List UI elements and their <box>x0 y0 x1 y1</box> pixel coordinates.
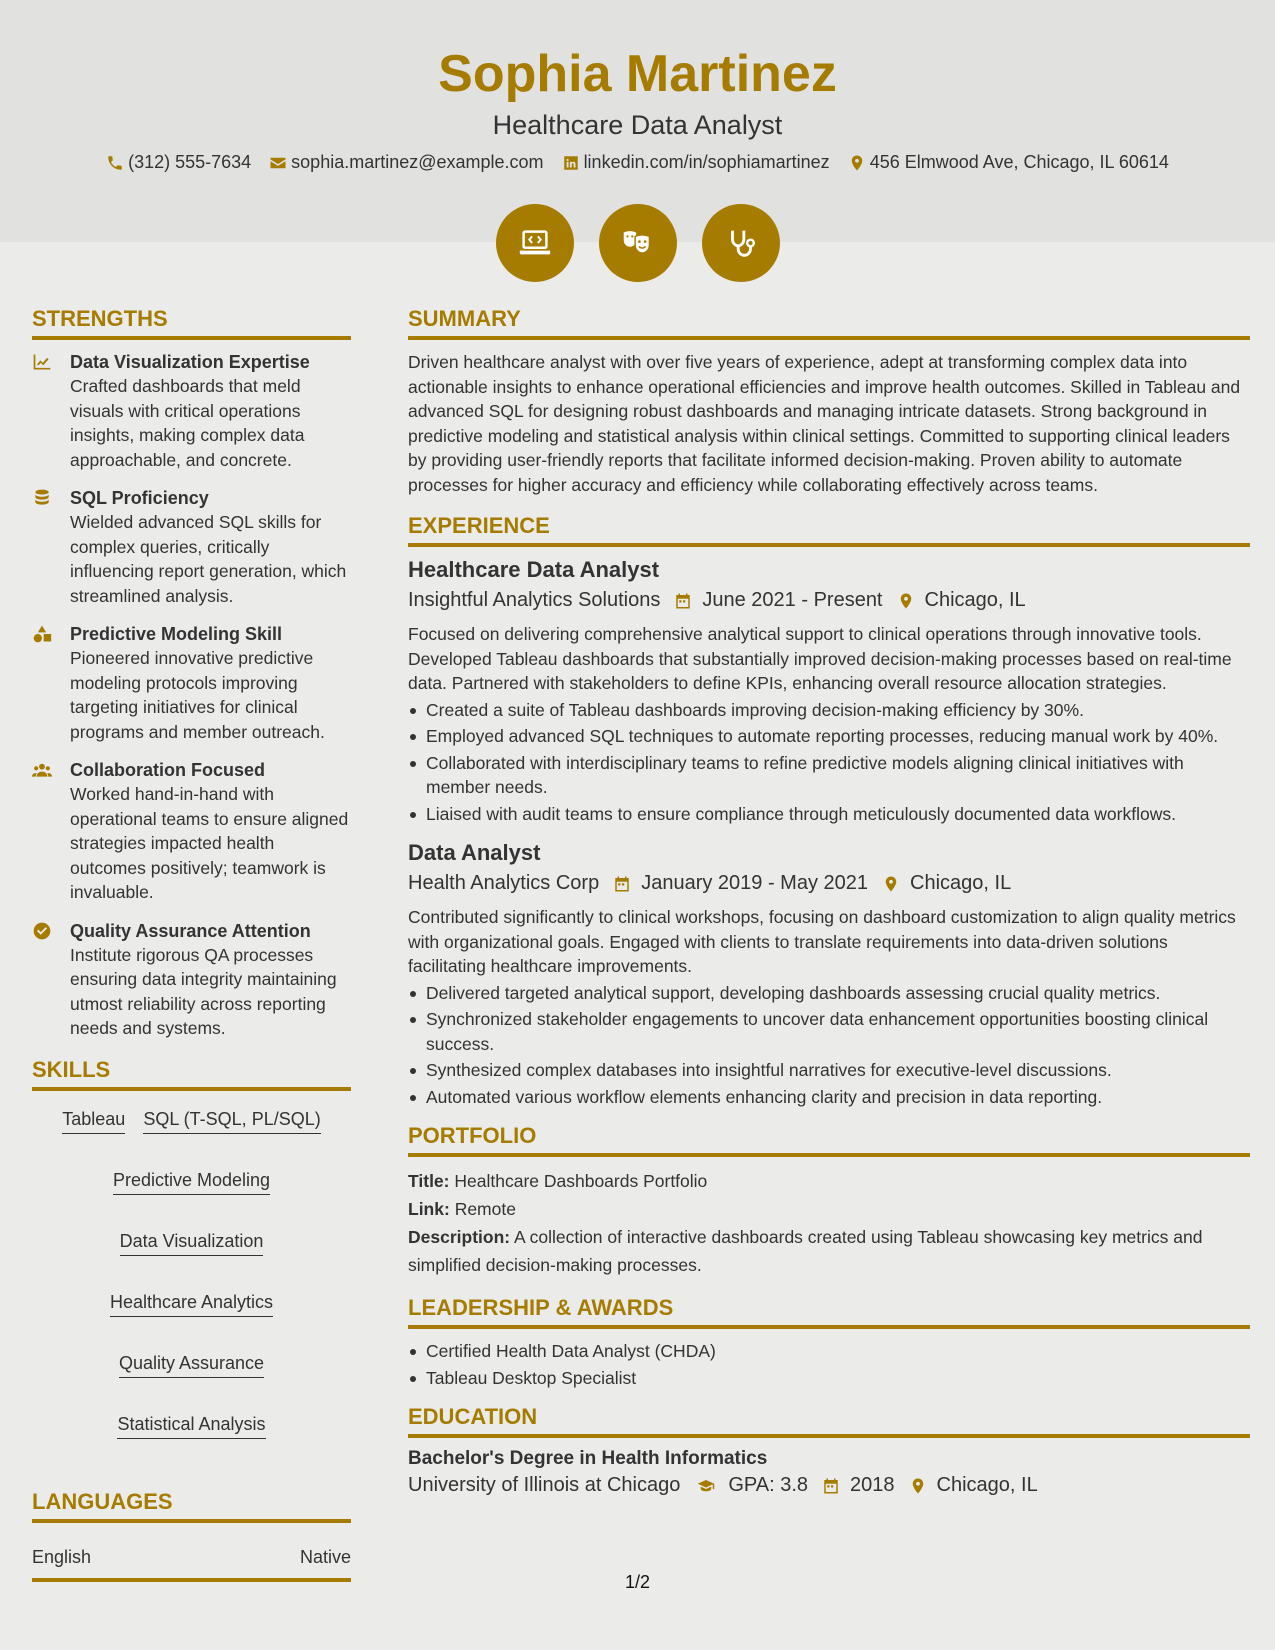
strength-body <box>70 919 351 1041</box>
strength-title: Collaboration Focused <box>70 760 266 780</box>
skill-tag: Healthcare Analytics <box>110 1292 273 1317</box>
phone-text: (312) 555-7634 <box>128 152 252 172</box>
job-bullets <box>408 981 1250 1110</box>
job-entry <box>408 840 1250 1109</box>
strength-text: Wielded advanced SQL skills for complex queries, critically influencing report generation, which streamlined analysis. <box>70 512 347 606</box>
contact-address <box>848 152 1169 173</box>
linkedin-icon <box>562 154 580 172</box>
job-role: Healthcare Data Analyst <box>408 557 660 582</box>
strength-item <box>32 486 351 608</box>
shapes-icon <box>32 622 58 744</box>
location-pin-icon <box>897 592 915 610</box>
languages-section <box>32 1489 351 1582</box>
portfolio-heading: PORTFOLIO <box>408 1123 1250 1157</box>
candidate-name: Sophia Martinez <box>438 45 837 103</box>
contact-email[interactable] <box>269 152 543 173</box>
job-bullets <box>408 698 1250 827</box>
skills-list <box>32 1101 351 1439</box>
contact-linkedin[interactable] <box>562 152 830 173</box>
job-bullet: Employed advanced SQL techniques to automate reporting processes, reducing manual work by 40%. <box>408 724 1250 749</box>
users-icon <box>32 758 58 905</box>
graduation-cap-icon <box>694 1477 718 1495</box>
badge-row <box>0 204 1275 282</box>
summary-section <box>408 306 1250 497</box>
language-level: Native <box>299 1546 351 1567</box>
award-item: Certified Health Data Analyst (CHDA) <box>408 1339 1250 1364</box>
laptop-code-icon <box>516 224 554 262</box>
skill-tag: Predictive Modeling <box>113 1170 270 1195</box>
strength-title: SQL Proficiency <box>70 488 209 508</box>
job-description: Contributed significantly to clinical workshops, focusing on dashboard customization to align quality metrics with organizational goals. Engaged with clients to translate requirements into data-driven solutions facilitating healthcare improvements. <box>408 907 1236 976</box>
portfolio-link-label: Link: <box>408 1199 450 1219</box>
portfolio-desc-value: A collection of interactive dashboards created using Tableau showcasing key metrics and simplified decision-making processes. <box>408 1227 1203 1275</box>
theater-masks-badge <box>599 204 677 282</box>
education-location: Chicago, IL <box>936 1474 1038 1496</box>
job-bullet: Created a suite of Tableau dashboards improving decision-making efficiency by 30%. <box>408 698 1250 723</box>
strength-item <box>32 758 351 905</box>
portfolio-desc-label: Description: <box>408 1227 511 1247</box>
job-company: Insightful Analytics Solutions <box>408 589 661 611</box>
calendar-icon <box>674 592 692 610</box>
jobs-list <box>408 557 1250 1109</box>
contact-bar <box>0 152 1275 173</box>
job-bullet: Collaborated with interdisciplinary teams to refine predictive models aligning clinical initiatives with member needs. <box>408 751 1250 800</box>
strength-text: Pioneered innovative predictive modeling protocols improving targeting initiatives for clinical programs and member outreach. <box>70 648 325 742</box>
summary-heading: SUMMARY <box>408 306 1250 340</box>
job-bullet: Liaised with audit teams to ensure compliance through meticulously documented data workflows. <box>408 802 1250 827</box>
job-company: Health Analytics Corp <box>408 872 600 894</box>
portfolio-title-value: Healthcare Dashboards Portfolio <box>454 1171 708 1191</box>
strengths-list <box>32 350 351 1041</box>
job-dates: June 2021 - Present <box>702 589 883 611</box>
chart-line-icon <box>32 350 58 472</box>
job-bullet: Synthesized complex databases into insightful narratives for executive-level discussions. <box>408 1058 1250 1083</box>
job-meta <box>408 589 1250 612</box>
portfolio-link-row <box>408 1195 1250 1223</box>
job-role: Data Analyst <box>408 840 541 865</box>
email-text: sophia.martinez@example.com <box>291 152 544 172</box>
job-bullet: Synchronized stakeholder engagements to uncover data enhancement opportunities boosting clinical success. <box>408 1007 1250 1056</box>
education-section <box>408 1404 1250 1497</box>
address-text: 456 Elmwood Ave, Chicago, IL 60614 <box>869 152 1169 172</box>
header-band <box>0 0 1275 242</box>
graduation-year: 2018 <box>850 1474 895 1496</box>
gpa-text: GPA: 3.8 <box>728 1474 809 1496</box>
experience-heading: EXPERIENCE <box>408 513 1250 547</box>
skill-tag: Data Visualization <box>120 1231 264 1256</box>
portfolio-section <box>408 1123 1250 1279</box>
stethoscope-badge <box>702 204 780 282</box>
phone-icon <box>106 154 124 172</box>
right-column <box>408 306 1250 1507</box>
experience-section <box>408 513 1250 1109</box>
calendar-icon <box>613 875 631 893</box>
strengths-section <box>32 306 351 1041</box>
page-number: 1/2 <box>624 1572 651 1592</box>
leadership-list <box>408 1339 1250 1390</box>
contact-phone[interactable] <box>106 152 251 173</box>
database-icon <box>32 486 58 608</box>
languages-heading: LANGUAGES <box>32 1489 351 1523</box>
strength-body <box>70 622 351 744</box>
job-location: Chicago, IL <box>924 589 1026 611</box>
skill-tag: Tableau <box>62 1109 125 1134</box>
location-pin-icon <box>882 875 900 893</box>
strength-title: Predictive Modeling Skill <box>70 624 283 644</box>
strength-title: Data Visualization Expertise <box>70 352 310 372</box>
job-dates: January 2019 - May 2021 <box>641 872 869 894</box>
strength-title: Quality Assurance Attention <box>70 920 311 941</box>
calendar-icon <box>822 1477 840 1495</box>
theater-masks-icon <box>619 224 657 262</box>
envelope-icon <box>269 154 287 172</box>
job-location: Chicago, IL <box>910 872 1012 894</box>
check-circle-icon <box>32 919 58 1041</box>
leadership-heading: LEADERSHIP & AWARDS <box>408 1295 1250 1329</box>
leadership-section <box>408 1295 1250 1390</box>
language-name: English <box>32 1546 92 1567</box>
education-meta <box>408 1474 1250 1497</box>
summary-text: Driven healthcare analyst with over five years of experience, adept at transforming complex data into actionable insights to enhance operational efficiencies and improve health outcomes. Skilled in Tableau and advanced SQL for designing robust dashboards and managing intricate datasets. Strong background in predictive modeling and statistical analysis within clinical settings. Committed to supporting clinical leaders by providing user-friendly reports that facilitate informed decision-making. Proven ability to automate processes for higher accuracy and efficiency while collaborating effectively across teams. <box>408 352 1241 495</box>
stethoscope-icon <box>722 224 760 262</box>
strength-item <box>32 919 351 1041</box>
school-name: University of Illinois at Chicago <box>408 1474 681 1496</box>
skill-tag: SQL (T-SQL, PL/SQL) <box>143 1109 320 1134</box>
strength-body <box>70 486 351 608</box>
portfolio-title-label: Title: <box>408 1171 450 1191</box>
laptop-code-badge <box>496 204 574 282</box>
job-bullet: Delivered targeted analytical support, developing dashboards assessing crucial quality metrics. <box>408 981 1250 1006</box>
strengths-heading: STRENGTHS <box>32 306 351 340</box>
skills-heading: SKILLS <box>32 1057 351 1091</box>
candidate-title: Healthcare Data Analyst <box>492 110 783 140</box>
strength-body <box>70 758 351 905</box>
strength-item <box>32 622 351 744</box>
job-meta <box>408 872 1250 895</box>
portfolio-link-value[interactable]: Remote <box>454 1199 516 1219</box>
linkedin-text: linkedin.com/in/sophiamartinez <box>583 152 830 172</box>
strength-text: Worked hand-in-hand with operational teams to ensure aligned strategies impacted health outcomes positively; teamwork is invaluable. <box>70 784 349 902</box>
award-item: Tableau Desktop Specialist <box>408 1366 1250 1391</box>
skill-tag: Statistical Analysis <box>117 1414 265 1439</box>
strength-text: Institute rigorous QA processes ensuring data integrity maintaining utmost reliability across reporting needs and systems. <box>70 944 337 1038</box>
education-heading: EDUCATION <box>408 1404 1250 1438</box>
portfolio-desc-row <box>408 1223 1250 1279</box>
strength-item <box>32 350 351 472</box>
skills-section <box>32 1057 351 1439</box>
strength-body <box>70 350 351 472</box>
skill-tag: Quality Assurance <box>119 1353 264 1378</box>
left-column <box>32 306 351 1582</box>
strength-text: Crafted dashboards that meld visuals with critical operations insights, making complex data approachable, and concrete. <box>70 376 305 470</box>
job-description: Focused on delivering comprehensive analytical support to clinical operations through innovative tools. Developed Tableau dashboards that substantially improved decision-making processes based on real-time data. Partnered with stakeholders to define KPIs, enhancing overall resource allocation strategies. <box>408 624 1232 693</box>
location-pin-icon <box>909 1477 927 1495</box>
location-pin-icon <box>848 154 866 172</box>
degree-title: Bachelor's Degree in Health Informatics <box>408 1448 768 1469</box>
job-entry <box>408 557 1250 826</box>
portfolio-title-row <box>408 1167 1250 1195</box>
job-bullet: Automated various workflow elements enhancing clarity and precision in data reporting. <box>408 1085 1250 1110</box>
